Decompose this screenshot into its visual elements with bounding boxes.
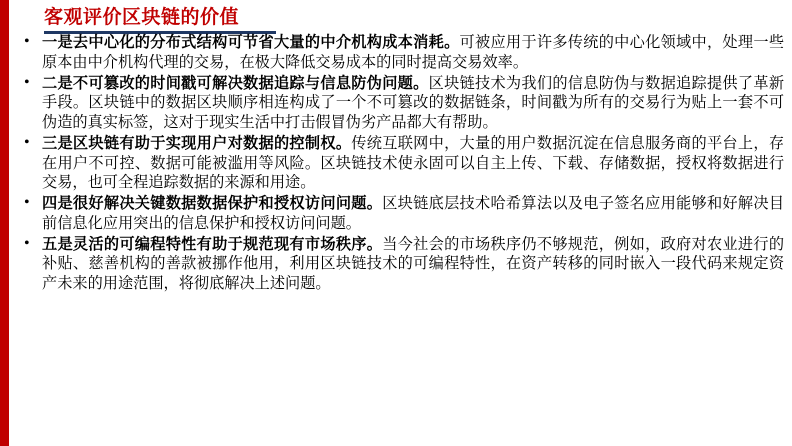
- bullet-body: 传统互联网中，大量的用户数据沉淀在信息服务商的平台上，存在用户不可控、数据可能被滥用等风险。区块链技术使永固可以自主上传、下载、存储数据，授权将数据进行交易，也可全程追踪数据的来源和用途。: [42, 134, 785, 192]
- bullet-body: 当今社会的市场秩序仍不够规范，例如，政府对农业进行的补贴、慈善机构的善款被挪作他用，利用区块链技术的可编程特性，在资产转移的同时嵌入一段代码来规定资产未来的用途范围，将彻底解决上述问题。: [42, 235, 785, 292]
- page-title: 客观评价区块链的价值: [44, 7, 240, 28]
- bullet-lead: 一是去中心化的分布式结构可节省大量的中介机构成本消耗。: [42, 34, 460, 51]
- bullet-body: 可被应用于许多传统的中心化领域中，处理一些原本由中介机构代理的交易，在极大降低交易成本的同时提高交易效率。: [42, 34, 785, 71]
- bullet-body: 区块链底层技术哈希算法以及电子签名应用能够和好解决目前信息化应用突出的信息保护和授权访问问题。: [42, 195, 785, 232]
- list-item: [16, 74, 784, 133]
- bullet-lead: 五是灵活的可编程特性有助于规范现有市场秩序。: [42, 235, 383, 253]
- bullet-list: [16, 33, 784, 294]
- list-item: [16, 194, 784, 234]
- left-accent-bar: [0, 0, 9, 446]
- list-item: [16, 134, 784, 193]
- bullet-body: 区块链技术为我们的信息防伪与数据追踪提供了革新手段。区块链中的数据区块顺序相连构成了一个不可篡改的数据链条，时间戳为所有的交易行为贴上一套不可伪造的真实标签，这对于现实生活中打击假冒伪劣产品都大有帮助。: [42, 74, 785, 131]
- list-item: [16, 235, 784, 294]
- bullet-lead: 四是很好解决关键数据数据保护和授权访问问题。: [42, 195, 383, 212]
- list-item: [16, 33, 784, 73]
- title-area: [44, 7, 744, 34]
- bullet-lead: 三是区块链有助于实现用户对数据的控制权。: [42, 134, 352, 152]
- bullet-lead: 二是不可篡改的时间戳可解决数据追踪与信息防伪问题。: [42, 74, 429, 92]
- body-content: [16, 33, 784, 439]
